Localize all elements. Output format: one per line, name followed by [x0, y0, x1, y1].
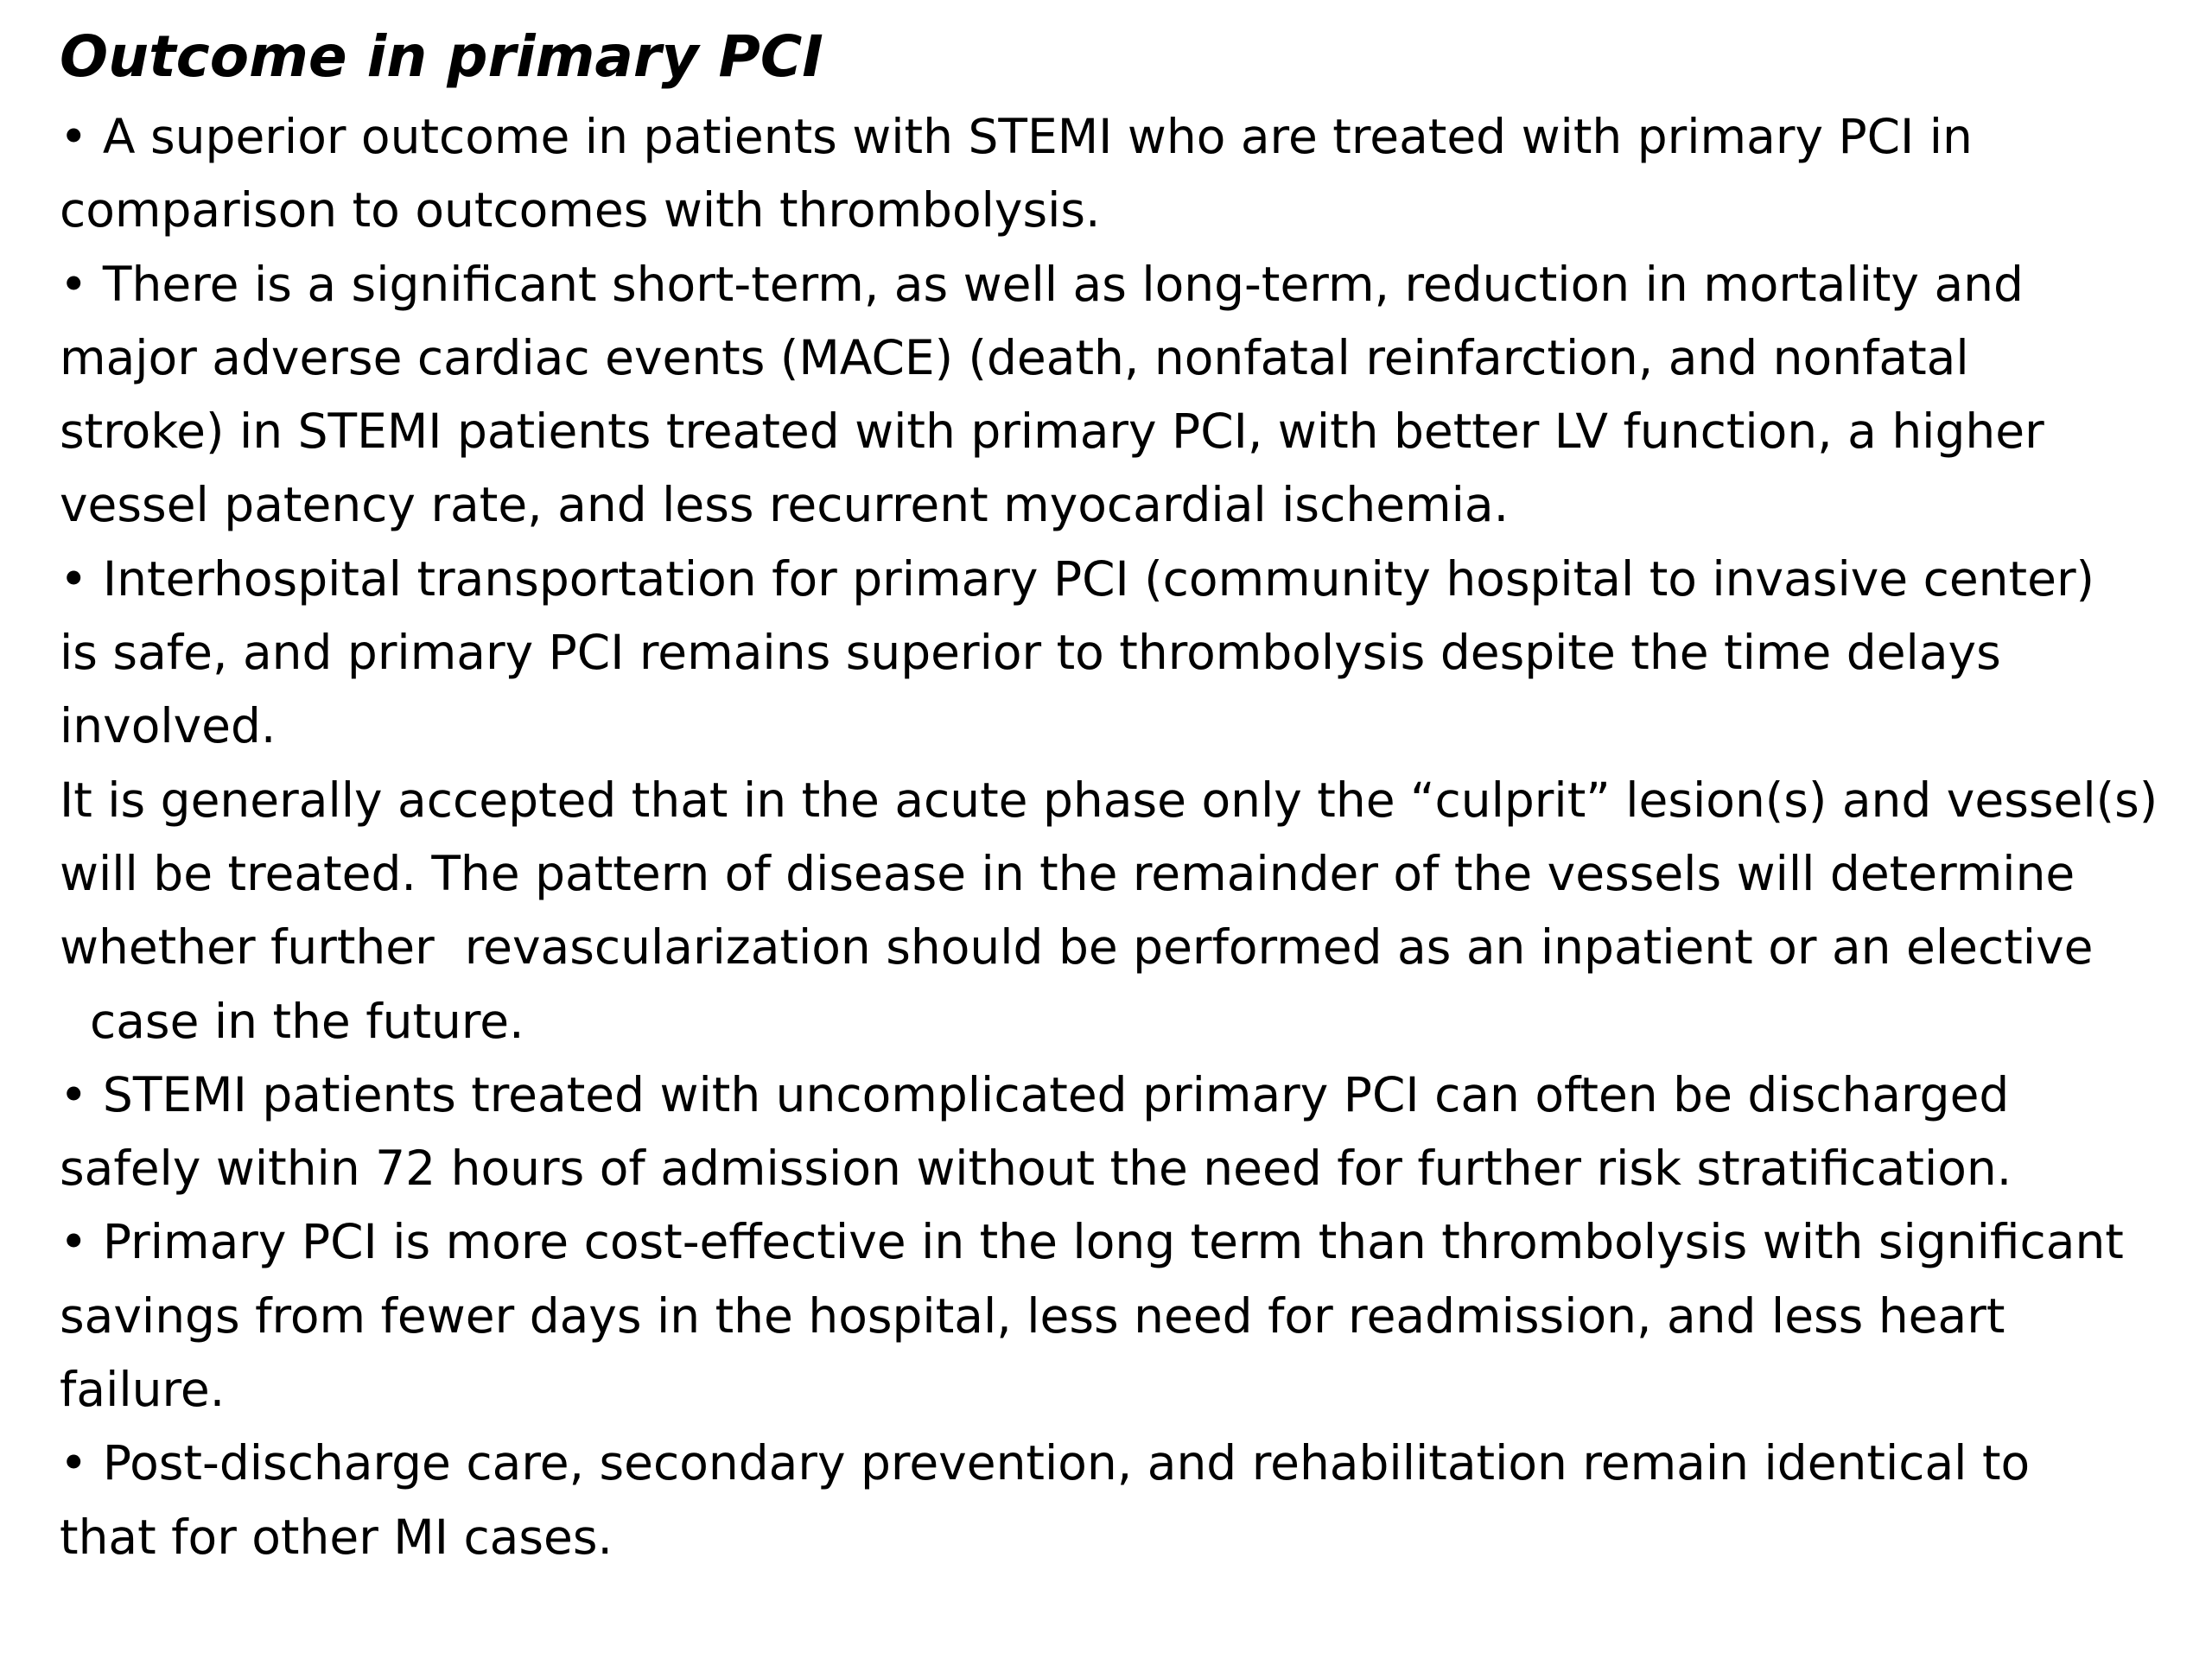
body-line: • Interhospital transportation for primary PCI (community hospital to invasive center) [60, 550, 2095, 607]
body-line: comparison to outcomes with thrombolysis. [60, 182, 1101, 238]
body-line: • A superior outcome in patients with STEMI who are treated with primary PCI in [60, 109, 1973, 164]
slide-body [60, 100, 2194, 1574]
body-line: • Primary PCI is more cost-effective in the long term than thrombolysis with significant [60, 1214, 2124, 1270]
body-line: will be treated. The pattern of disease in the remainder of the vessels will determine [60, 845, 2075, 901]
body-line: • STEMI patients treated with uncomplicated primary PCI can often be discharged [60, 1066, 2010, 1122]
body-line: • There is a significant short-term, as well as long-term, reduction in mortality and [60, 256, 2024, 312]
body-line: vessel patency rate, and less recurrent myocardial ischemia. [60, 477, 1510, 533]
body-line: stroke) in STEMI patients treated with primary PCI, with better LV function, a higher [60, 404, 2044, 460]
body-line: case in the future. [60, 993, 524, 1049]
body-line: It is generally accepted that in the acute phase only the “culprit” lesion(s) and vessel(s) [60, 772, 2158, 828]
body-line: involved. [60, 698, 276, 754]
body-line: whether further revascularization should be performed as an inpatient or an elective [60, 919, 2094, 976]
body-line: that for other MI cases. [60, 1509, 613, 1565]
body-line: safely within 72 hours of admission without the need for further risk stratification. [60, 1141, 2012, 1197]
body-line: is safe, and primary PCI remains superior to thrombolysis despite the time delays [60, 625, 2001, 681]
body-line: failure. [60, 1362, 226, 1418]
slide-title: Outcome in primary PCI [60, 23, 823, 90]
body-line: • Post-discharge care, secondary prevention, and rehabilitation remain identical to [60, 1435, 2031, 1491]
body-line: major adverse cardiac events (MACE) (death, nonfatal reinfarction, and nonfatal [60, 329, 1969, 385]
body-line: savings from fewer days in the hospital, less need for readmission, and less heart [60, 1287, 2005, 1344]
